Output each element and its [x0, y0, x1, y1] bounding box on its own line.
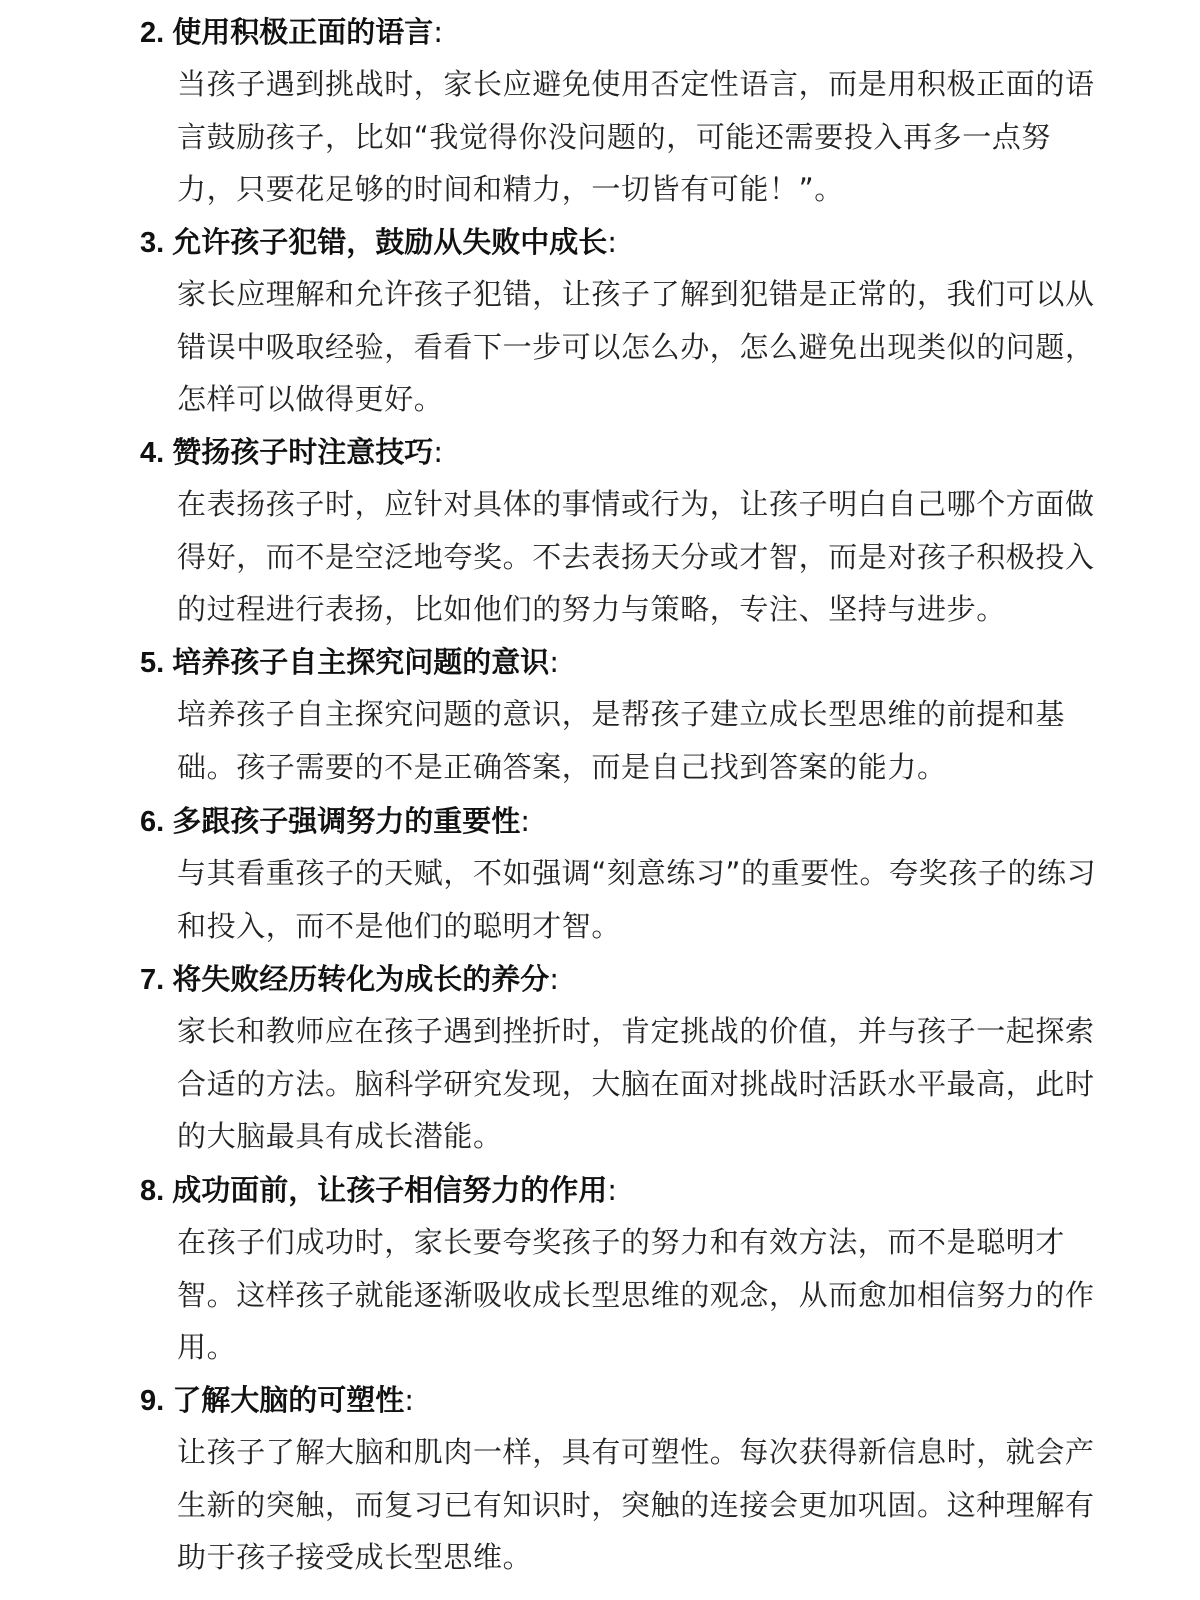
item-number: 8.	[140, 1175, 165, 1207]
body-line: 用。	[177, 1330, 237, 1365]
item-body	[177, 478, 1177, 636]
item-body	[177, 847, 1177, 952]
item-title: 赞扬孩子时注意技巧	[172, 435, 434, 469]
item-body	[177, 268, 1177, 426]
item-body	[177, 58, 1177, 216]
item-number: 2.	[140, 17, 165, 49]
body-line: 合适的方法。脑科学研究发现，大脑在面对挑战时活跃水平最高，此时	[177, 1066, 1095, 1101]
item-colon: :	[549, 962, 559, 996]
item-number: 7.	[140, 964, 165, 996]
body-line: 和投入，而不是他们的聪明才智。	[177, 908, 622, 943]
item-number: 3.	[140, 227, 165, 259]
item-number: 4.	[140, 437, 165, 469]
item-colon: :	[607, 1173, 617, 1207]
body-line: 怎样可以做得更好。	[177, 382, 444, 417]
item-heading	[140, 953, 559, 1005]
item-colon: :	[433, 435, 443, 469]
item-number: 6.	[140, 806, 165, 838]
body-line: 助于孩子接受成长型思维。	[177, 1540, 533, 1575]
item-heading	[140, 1164, 617, 1216]
body-line: 的过程进行表扬，比如他们的努力与策略，专注、坚持与进步。	[177, 592, 1006, 627]
body-line: 培养孩子自主探究问题的意识，是帮孩子建立成长型思维的前提和基	[177, 697, 1066, 731]
item-title: 使用积极正面的语言	[172, 15, 434, 49]
body-line: 在表扬孩子时，应针对具体的事情或行为，让孩子明白自己哪个方面做	[177, 487, 1095, 521]
body-line: 言鼓励孩子，比如“我觉得你没问题的，可能还需要投入再多一点努	[177, 119, 1052, 154]
item-heading	[140, 795, 530, 847]
item-body	[177, 688, 1177, 793]
item-colon: :	[549, 645, 559, 679]
item-colon: :	[607, 225, 617, 259]
body-line: 力，只要花足够的时间和精力，一切皆有可能！”。	[177, 172, 844, 207]
item-number: 5.	[140, 647, 165, 679]
item-title: 将失败经历转化为成长的养分	[172, 962, 550, 996]
item-title: 培养孩子自主探究问题的意识	[172, 645, 550, 679]
item-body	[177, 1216, 1177, 1374]
item-heading	[140, 1374, 414, 1426]
item-title: 了解大脑的可塑性	[172, 1383, 405, 1417]
item-colon: :	[520, 804, 530, 838]
item-heading	[140, 426, 443, 478]
item-heading	[140, 6, 443, 58]
item-colon: :	[433, 15, 443, 49]
body-line: 错误中吸取经验，看看下一步可以怎么办，怎么避免出现类似的问题，	[177, 329, 1095, 364]
item-title: 多跟孩子强调努力的重要性	[172, 804, 521, 838]
item-body	[177, 1426, 1177, 1584]
body-line: 当孩子遇到挑战时，家长应避免使用否定性语言，而是用积极正面的语	[177, 67, 1095, 101]
body-line: 与其看重孩子的天赋，不如强调“刻意练习”的重要性。夸奖孩子的练习	[177, 856, 1097, 890]
body-line: 生新的突触，而复习已有知识时，突触的连接会更加巩固。这种理解有	[177, 1487, 1095, 1522]
body-line: 的大脑最具有成长潜能。	[177, 1119, 503, 1154]
body-line: 让孩子了解大脑和肌肉一样，具有可塑性。每次获得新信息时，就会产	[177, 1435, 1095, 1469]
body-line: 家长和教师应在孩子遇到挫折时，肯定挑战的价值，并与孩子一起探索	[177, 1014, 1095, 1048]
item-colon: :	[404, 1383, 414, 1417]
body-line: 家长应理解和允许孩子犯错，让孩子了解到犯错是正常的，我们可以从	[177, 277, 1095, 311]
item-title: 允许孩子犯错，鼓励从失败中成长	[172, 225, 608, 259]
item-body	[177, 1005, 1177, 1163]
item-title: 成功面前，让孩子相信努力的作用	[172, 1173, 608, 1207]
body-line: 在孩子们成功时，家长要夸奖孩子的努力和有效方法，而不是聪明才	[177, 1225, 1066, 1259]
body-line: 础。孩子需要的不是正确答案，而是自己找到答案的能力。	[177, 749, 947, 784]
item-heading	[140, 636, 559, 688]
body-line: 得好，而不是空泛地夸奖。不去表扬天分或才智，而是对孩子积极投入	[177, 539, 1095, 574]
body-line: 智。这样孩子就能逐渐吸收成长型思维的观念，从而愈加相信努力的作	[177, 1277, 1095, 1312]
item-number: 9.	[140, 1385, 165, 1417]
item-heading	[140, 216, 617, 268]
